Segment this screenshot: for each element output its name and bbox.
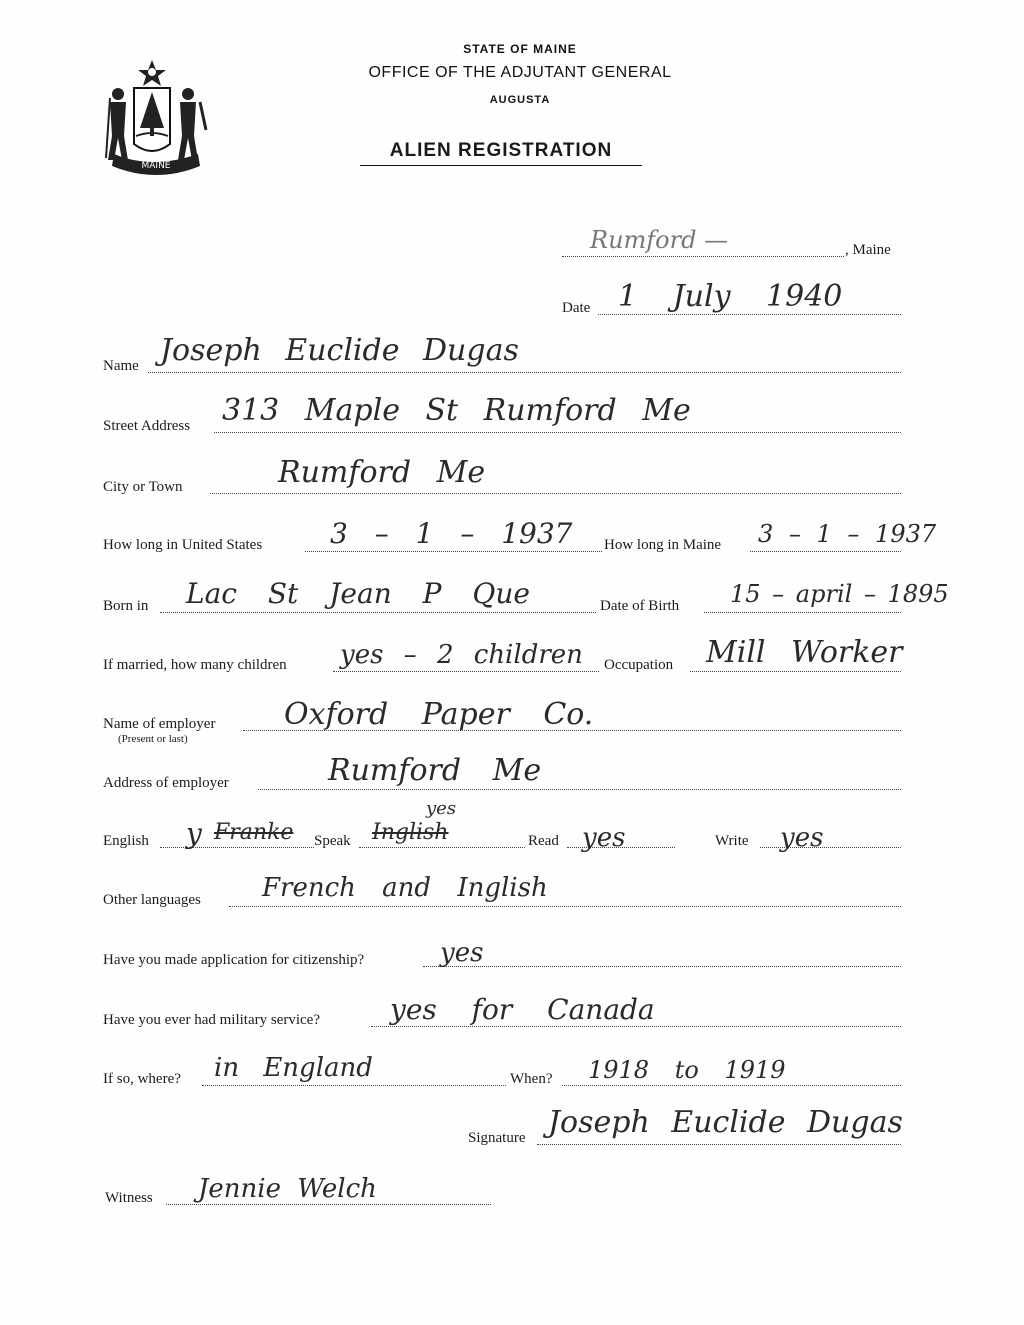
maine-label: , Maine xyxy=(845,242,891,258)
occupation-entry: Mill Worker xyxy=(706,635,903,670)
witness-line xyxy=(166,1204,491,1205)
city-line xyxy=(210,493,901,494)
children-line xyxy=(333,671,599,672)
employer-address-entry: Rumford Me xyxy=(328,753,542,788)
dob-entry: 15 – april – 1895 xyxy=(730,580,949,608)
when-line xyxy=(562,1085,901,1086)
employer-entry: Oxford Paper Co. xyxy=(284,697,594,732)
signature-entry: Joseph Euclide Dugas xyxy=(548,1105,903,1140)
write-entry: yes xyxy=(780,823,824,853)
where-label: If so, where? xyxy=(103,1071,181,1087)
employer-address-line xyxy=(258,789,901,790)
how-long-us-label: How long in United States xyxy=(103,537,263,553)
children-entry: yes – 2 children xyxy=(340,640,583,670)
header-state: STATE OF MAINE xyxy=(463,42,577,56)
write-label: Write xyxy=(715,833,749,849)
how-long-maine-line xyxy=(750,551,901,552)
english-label: English xyxy=(103,833,149,849)
employer-label: Name of employer xyxy=(103,716,216,732)
how-long-maine-entry: 3 – 1 – 1937 xyxy=(758,520,937,548)
date-entry: 1 July 1940 xyxy=(618,279,843,314)
place-line xyxy=(562,256,844,257)
employer-address-label: Address of employer xyxy=(103,775,229,791)
signature-line xyxy=(537,1144,901,1145)
city-label: City or Town xyxy=(103,479,183,495)
seal-scroll-text: MAINE xyxy=(141,161,171,171)
employer-sublabel: (Present or last) xyxy=(118,733,188,745)
street-address-label: Street Address xyxy=(103,418,191,434)
dob-line xyxy=(704,612,901,613)
military-entry: yes for Canada xyxy=(390,993,655,1026)
witness-label: Witness xyxy=(105,1190,153,1206)
header-office: OFFICE OF THE ADJUTANT GENERAL xyxy=(368,64,672,81)
speak-label: Speak xyxy=(314,833,351,849)
read-label: Read xyxy=(528,833,559,849)
witness-entry: Jennie Welch xyxy=(198,1174,377,1204)
date-line xyxy=(598,314,901,315)
when-label: When? xyxy=(510,1071,553,1087)
read-entry: yes xyxy=(582,823,626,853)
military-label: Have you ever had military service? xyxy=(103,1012,320,1028)
dob-label: Date of Birth xyxy=(600,598,680,614)
header-city: AUGUSTA xyxy=(489,94,551,106)
english-struck-entry: Franke xyxy=(214,820,294,845)
born-in-line xyxy=(160,612,596,613)
speak-struck-entry: Inglish xyxy=(372,820,449,845)
form-title: ALIEN REGISTRATION xyxy=(360,140,642,166)
place-entry: Rumford — xyxy=(590,226,729,254)
citizenship-line xyxy=(423,966,901,967)
speak-correction-entry: yes xyxy=(426,798,457,819)
when-entry: 1918 to 1919 xyxy=(588,1056,786,1084)
where-line xyxy=(202,1085,506,1086)
english-mark-entry: y xyxy=(186,817,202,850)
other-languages-label: Other languages xyxy=(103,892,201,908)
where-entry: in England xyxy=(214,1053,373,1083)
name-line xyxy=(148,372,901,373)
other-languages-entry: French and Inglish xyxy=(262,873,548,903)
military-line xyxy=(371,1026,901,1027)
speak-line xyxy=(359,847,525,848)
maine-state-seal-icon xyxy=(100,58,212,180)
english-line xyxy=(160,847,314,848)
street-address-line xyxy=(214,432,901,433)
born-in-label: Born in xyxy=(103,598,149,614)
other-languages-line xyxy=(229,906,901,907)
how-long-maine-label: How long in Maine xyxy=(604,537,722,553)
name-label: Name xyxy=(103,358,139,374)
occupation-label: Occupation xyxy=(604,657,674,673)
born-in-entry: Lac St Jean P Que xyxy=(186,577,530,610)
street-address-entry: 313 Maple St Rumford Me xyxy=(222,393,691,428)
signature-label: Signature xyxy=(468,1130,526,1146)
citizenship-entry: yes xyxy=(440,938,484,968)
how-long-us-entry: 3 – 1 – 1937 xyxy=(330,517,573,550)
city-entry: Rumford Me xyxy=(278,455,486,490)
date-label: Date xyxy=(562,300,591,316)
name-entry: Joseph Euclide Dugas xyxy=(160,333,519,368)
occupation-line xyxy=(690,671,901,672)
how-long-us-line xyxy=(305,551,602,552)
citizenship-label: Have you made application for citizenship? xyxy=(103,952,365,968)
children-label: If married, how many children xyxy=(103,657,287,673)
